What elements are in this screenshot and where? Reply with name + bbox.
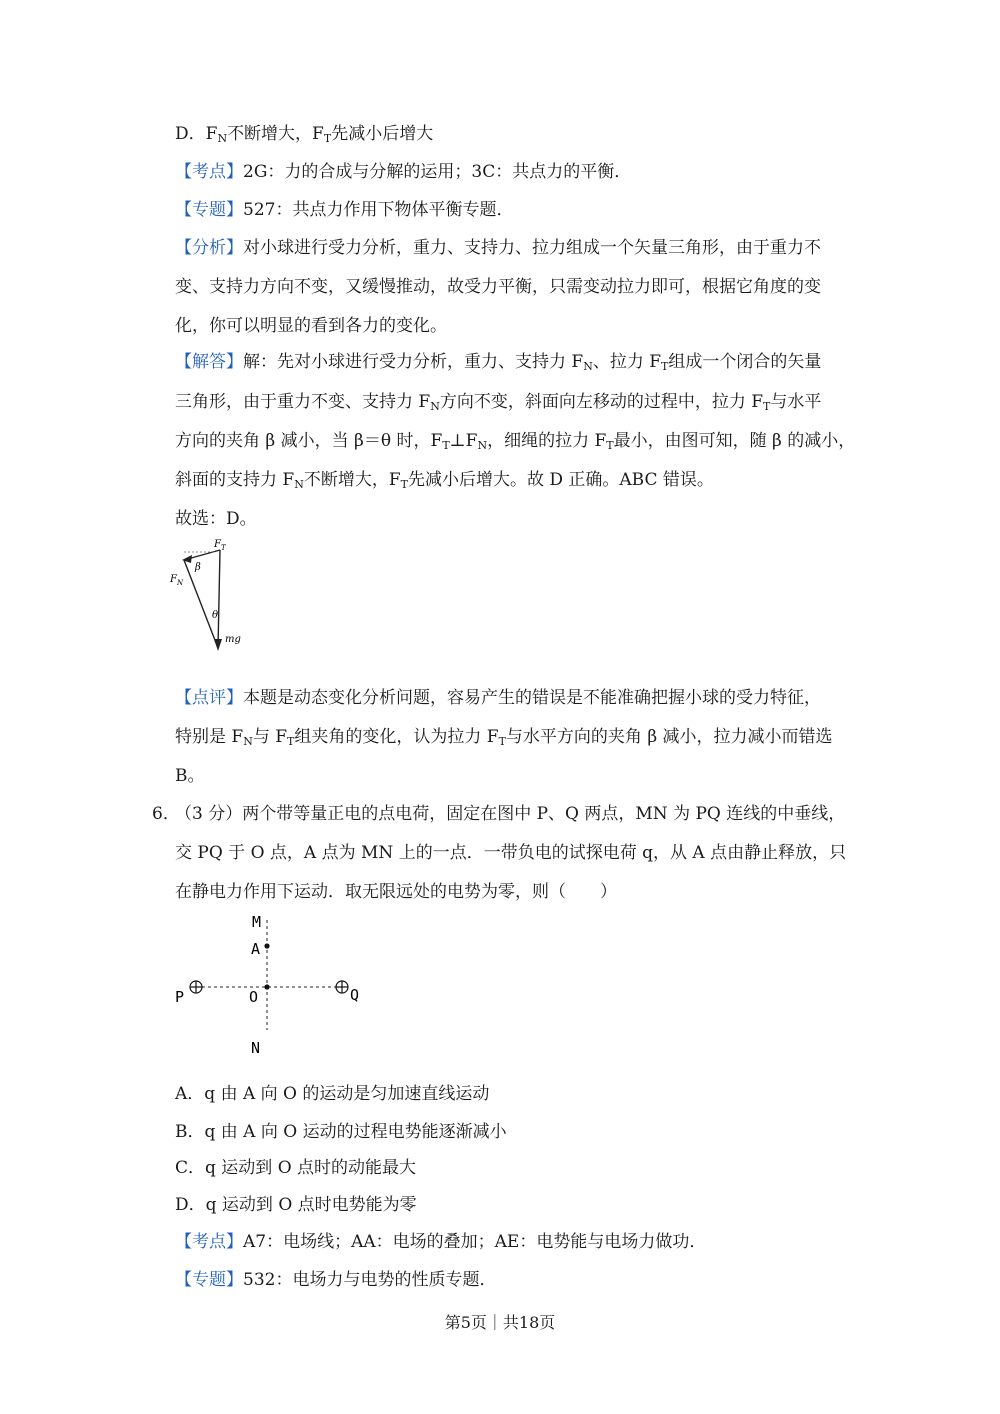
- subscript: T: [323, 132, 332, 145]
- zhuanti-1: [175, 198, 513, 222]
- fenxi-line-2: [175, 275, 821, 299]
- jieda-text: ⊥F: [449, 431, 478, 451]
- subscript: N: [477, 439, 488, 452]
- kaodian-2: [175, 1230, 706, 1254]
- fenxi-line-3: [175, 314, 447, 338]
- fn-arrowhead: [182, 555, 192, 563]
- label-m: M: [252, 913, 262, 931]
- jieda-text: 、拉力 F: [592, 352, 662, 372]
- label-a: A: [251, 940, 261, 958]
- dianping-line-1: [175, 686, 821, 710]
- kaodian-tag: 【考点】: [175, 1232, 243, 1252]
- option-d: [175, 1193, 417, 1217]
- dianping-text: B。: [175, 766, 205, 786]
- jieda-text: 组成一个闭合的矢量: [668, 352, 822, 372]
- point-o-dot: [264, 984, 269, 989]
- subscript: N: [430, 400, 440, 413]
- fenxi-text: 化，你可以明显的看到各力的变化。: [175, 316, 447, 336]
- charge-q-icon: [336, 981, 348, 993]
- zhuanti-text: 527：共点力作用下物体平衡专题．: [243, 200, 514, 220]
- option-a: [175, 1082, 489, 1106]
- question-line-1: [175, 802, 845, 826]
- subscript: T: [498, 735, 506, 748]
- dianping-tag: 【点评】: [175, 688, 243, 708]
- question-text: 在静电力作用下运动．取无限远处的电势为零，则（ ）: [175, 882, 617, 902]
- dianping-text: 与水平方向的夹角 β 减小，拉力减小而错选: [505, 727, 833, 747]
- question-line-3: [175, 880, 617, 904]
- question-line-2: [175, 841, 846, 865]
- fenxi-line-1: [175, 236, 821, 260]
- jieda-text: 与水平: [770, 392, 822, 412]
- zhuanti-2: [175, 1268, 496, 1292]
- page-footer: 第5页｜共18页: [444, 1313, 556, 1332]
- subscript: T: [400, 478, 408, 491]
- kaodian-text: A7：电场线；AA：电场的叠加；AE：电势能与电场力做功．: [243, 1232, 707, 1252]
- subscript: N: [243, 735, 253, 748]
- question-text: 交 PQ 于 O 点，A 点为 MN 上的一点．一带负电的试探电荷 q，从 A 点由静止释放，只: [175, 843, 847, 863]
- jieda-text: 先减小后增大。故 D 正确。ABC 错误。: [407, 470, 714, 490]
- subscript: N: [583, 360, 593, 373]
- subscript: T: [442, 439, 450, 452]
- jieda-line-2: [175, 390, 821, 414]
- kaodian-text: 2G：力的合成与分解的运用；3C：共点力的平衡．: [243, 162, 632, 182]
- answer-text: 故选：D。: [175, 509, 257, 529]
- mg-vector: [218, 550, 220, 648]
- zhuanti-text: 532：电场力与电势的性质专题．: [243, 1270, 497, 1290]
- charge-p-icon: [190, 981, 202, 993]
- jieda-text: 最小，由图可知，随 β 的减小，: [613, 431, 856, 451]
- jieda-line-1: [175, 350, 821, 374]
- option-text: D．q 运动到 O 点时电势能为零: [175, 1195, 417, 1215]
- jieda-line-3: [175, 429, 855, 453]
- beta-label: β: [195, 562, 201, 573]
- dianping-text: 组夹角的变化，认为拉力 F: [294, 727, 499, 747]
- jieda-text: 解：先对小球进行受力分析，重力、支持力 F: [243, 352, 584, 372]
- fenxi-tag: 【分析】: [175, 238, 243, 258]
- subscript: T: [661, 360, 669, 373]
- question-number: 6．: [152, 804, 180, 824]
- dianping-line-3: [175, 764, 205, 788]
- point-a-dot: [264, 943, 269, 948]
- subscript: T: [287, 735, 295, 748]
- option-text: 不断增大，F: [227, 124, 324, 144]
- label-o: O: [249, 988, 259, 1006]
- force-triangle-diagram: [168, 538, 258, 658]
- subscript: N: [294, 478, 304, 491]
- fn-vector: [184, 560, 218, 648]
- fenxi-text: 变、支持力方向不变，又缓慢推动，故受力平衡，只需变动拉力即可，根据它角度的变: [175, 277, 821, 297]
- jieda-answer: [175, 507, 257, 531]
- dianping-line-2: [175, 725, 833, 749]
- mg-arrowhead: [214, 639, 222, 651]
- fenxi-text: 对小球进行受力分析，重力、支持力、拉力组成一个矢量三角形，由于重力不: [243, 238, 821, 258]
- fn-label: $F_N$: [170, 574, 184, 587]
- theta-label: θ: [212, 610, 219, 621]
- jieda-tag: 【解答】: [175, 352, 243, 372]
- option-text: D．F: [175, 124, 218, 144]
- option-b: [175, 1120, 507, 1144]
- label-n: N: [251, 1039, 261, 1057]
- ft-label: $F_T$: [214, 539, 226, 552]
- option-text: A．q 由 A 向 O 的运动是匀加速直线运动: [175, 1084, 490, 1104]
- jieda-text: 方向的夹角 β 减小，当 β＝θ 时，F: [175, 431, 443, 451]
- option-d-prev: [175, 122, 433, 146]
- jieda-text: ，细绳的拉力 F: [487, 431, 607, 451]
- zhuanti-tag: 【专题】: [175, 200, 243, 220]
- option-text: 先减小后增大: [331, 124, 434, 144]
- kaodian-1: [175, 160, 631, 184]
- dianping-text: 特别是 F: [175, 727, 244, 747]
- subscript: T: [763, 400, 771, 413]
- question-text: （3 分）两个带等量正电的点电荷，固定在图中 P、Q 两点，MN 为 PQ 连线的中垂线，: [175, 804, 846, 824]
- label-q: Q: [350, 986, 360, 1004]
- option-text: C．q 运动到 O 点时的动能最大: [175, 1158, 417, 1178]
- jieda-text: 三角形，由于重力不变、支持力 F: [175, 392, 431, 412]
- dianping-text: 与 F: [252, 727, 288, 747]
- jieda-text: 斜面的支持力 F: [175, 470, 295, 490]
- jieda-text: 方向不变，斜面向左移动的过程中，拉力 F: [439, 392, 764, 412]
- label-p: P: [175, 988, 185, 1006]
- jieda-text: 不断增大，F: [303, 470, 401, 490]
- option-text: B．q 由 A 向 O 运动的过程电势能逐渐减小: [175, 1122, 507, 1142]
- subscript: T: [606, 439, 614, 452]
- subscript: N: [217, 132, 228, 145]
- kaodian-tag: 【考点】: [175, 162, 243, 182]
- mg-label: mg: [225, 634, 241, 645]
- jieda-line-4: [175, 468, 714, 492]
- dianping-text: 本题是动态变化分析问题，容易产生的错误是不能准确把握小球的受力特征，: [243, 688, 821, 708]
- charge-diagram: [170, 908, 380, 1058]
- zhuanti-tag: 【专题】: [175, 1270, 243, 1290]
- option-c: [175, 1156, 416, 1180]
